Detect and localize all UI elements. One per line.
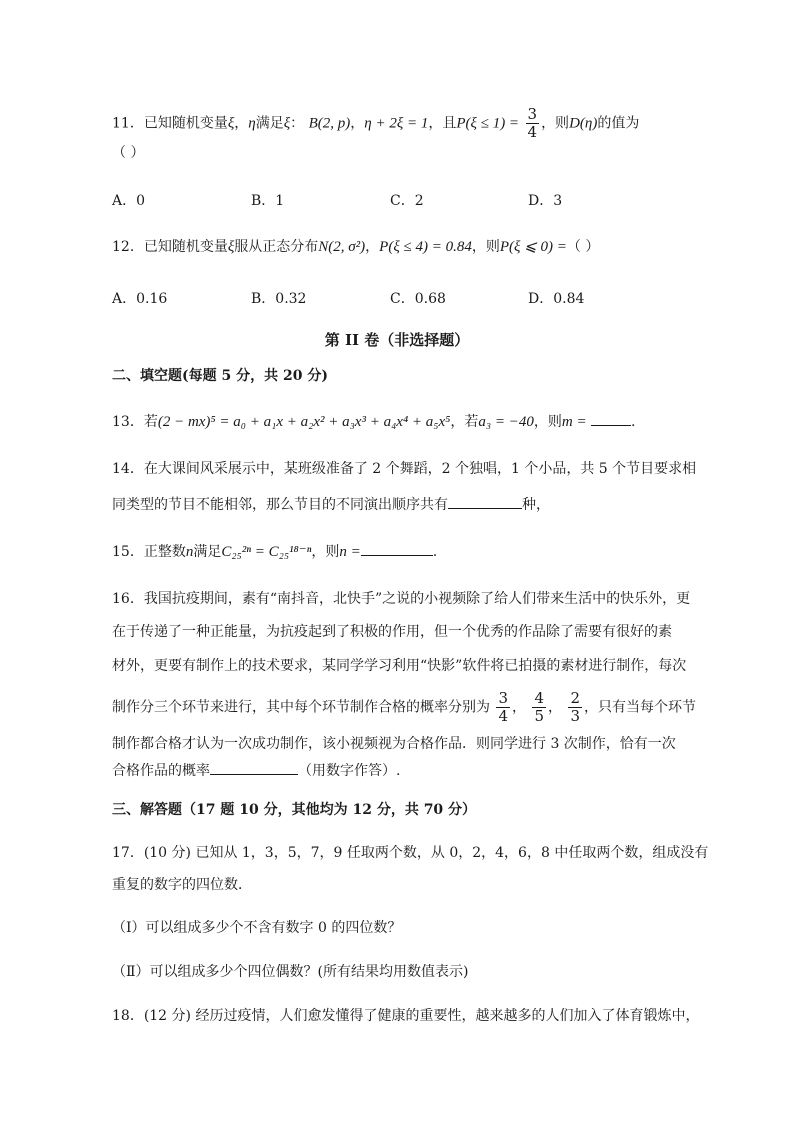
q12-option-d: D．0.84 xyxy=(528,291,585,307)
q11-answer-paren: （ ） xyxy=(112,145,145,161)
q11-option-a: A．0 xyxy=(112,193,146,209)
q14-line-1: 14．在大课间风采展示中，某班级准备了 2 个舞蹈，2 个独唱，1 个小品，共 5 个节目要求相 xyxy=(112,461,697,477)
q16-fraction-1 xyxy=(496,690,510,725)
q16-fraction-3-den: 3 xyxy=(570,707,580,725)
q16-line-6-text: 合格作品的概率 xyxy=(112,763,210,779)
q16-sep-2: ， xyxy=(548,699,562,716)
q13-condition: a₃ = −40 xyxy=(478,414,534,430)
q16-line-6-end: （用数字作答）. xyxy=(298,763,401,779)
q16-line-3: 材外，更要有制作上的技术要求，某同学学习利用“快影”软件将已拍摄的素材进行制作，每次 xyxy=(112,658,687,674)
q16-line-5: 制作都合格才认为一次成功制作，该小视频视为合格作品．则同学进行 3 次制作，恰有一次 xyxy=(112,736,676,752)
q11-eta: η xyxy=(248,115,256,132)
q12-option-b: B．0.32 xyxy=(251,291,307,307)
q16-fraction-3 xyxy=(568,690,582,725)
q16-line-2: 在于传递了一种正能量，为抗疫起到了积极的作用，但一个优秀的作品除了需要有很好的素 xyxy=(112,624,672,640)
q14-line-2 xyxy=(112,494,550,515)
q16-fraction-3-num: 2 xyxy=(570,689,580,707)
q15-text-c: ，则 xyxy=(311,544,340,560)
q11-text-c: ，且 xyxy=(428,115,457,132)
q16-fraction-2-den: 5 xyxy=(534,707,544,725)
q14-answer-blank[interactable] xyxy=(448,494,522,509)
q15-number: 15．正整数 xyxy=(112,544,186,560)
q12-distribution: N(2, σ²) xyxy=(318,239,366,255)
part-2-title: 第 II 卷（非选择题） xyxy=(324,331,470,349)
q13-expansion: (2 − mx)⁵ = a₀ + a₁x + a₂x² + a₃x³ + a₄x⁴ + a₅x⁵ xyxy=(157,414,451,430)
q12-text-c: ，则 xyxy=(471,239,500,255)
q11-text-b: 满足 xyxy=(255,115,284,132)
q16-fraction-2 xyxy=(532,690,546,725)
q17-line-2: 重复的数字的四位数． xyxy=(112,877,252,893)
q16-fraction-1-den: 4 xyxy=(498,707,508,725)
q11-variance: D(η) xyxy=(569,115,598,132)
q16-fraction-2-num: 4 xyxy=(534,689,544,707)
q13-text-b: ，若 xyxy=(450,414,479,430)
q13-ask: m = xyxy=(561,414,587,430)
question-13 xyxy=(112,411,635,432)
q12-p1: P(ξ ≤ 4) = 0.84 xyxy=(379,239,472,255)
q13-answer-blank[interactable] xyxy=(591,411,631,426)
q11-option-b: B．1 xyxy=(251,193,285,209)
q11-text-e: 的值为 xyxy=(597,115,640,132)
q11-condition: η + 2ξ = 1 xyxy=(364,115,429,132)
question-12-stem xyxy=(112,237,599,257)
q14-line-2-text: 同类型的节目不能相邻，那么节目的不同演出顺序共有 xyxy=(112,497,448,513)
question-15 xyxy=(112,541,437,562)
q11-option-c: C．2 xyxy=(390,193,424,209)
q13-text-c: ，则 xyxy=(533,414,562,430)
q11-xi-2: ξ xyxy=(283,115,291,132)
q11-colon: ： xyxy=(290,115,305,132)
q16-line-4-end: ，只有当每个环节 xyxy=(584,699,696,716)
q11-binomial: B(2, p) xyxy=(308,115,351,132)
q15-n: n xyxy=(185,544,194,560)
q12-number: 12． xyxy=(112,239,144,255)
q11-probability: P(ξ ≤ 1) = xyxy=(456,115,520,132)
q16-line-1: 16．我国抗疫期间，素有“南抖音，北快手”之说的小视频除了给人们带来生活中的快乐外，更 xyxy=(112,591,691,607)
q11-fraction xyxy=(526,106,540,141)
q11-fraction-num: 3 xyxy=(527,105,538,123)
q12-text-a: 已知随机变量 xyxy=(143,239,228,255)
q12-xi: ξ xyxy=(227,239,235,255)
section-3-title: 三、解答题（17 题 10 分，其他均为 12 分，共 70 分） xyxy=(112,802,477,818)
q11-fraction-den: 4 xyxy=(527,123,538,141)
q11-comma: ， xyxy=(234,115,249,132)
q16-answer-blank[interactable] xyxy=(210,760,298,775)
q15-equation: C₂₅²ⁿ = C₂₅¹⁸⁻ⁿ xyxy=(221,544,312,560)
section-2-title: 二、填空题(每题 5 分，共 20 分) xyxy=(112,368,328,384)
q16-line-4 xyxy=(112,690,696,725)
q12-paren: （ ） xyxy=(566,239,600,255)
q11-sep: ， xyxy=(350,115,365,132)
q13-end: . xyxy=(631,414,636,430)
q16-line-6 xyxy=(112,760,400,781)
q16-line-4-text: 制作分三个环节来进行，其中每个环节制作合格的概率分别为 xyxy=(112,699,490,716)
q17-subquestion-1: （Ⅰ）可以组成多少个不含有数字 0 的四位数？ xyxy=(112,920,402,936)
q11-text-d: ，则 xyxy=(541,115,570,132)
q17-subquestion-2: （Ⅱ）可以组成多少个四位偶数？(所有结果均用数值表示) xyxy=(112,964,469,980)
q12-text-b: 服从正态分布 xyxy=(234,239,319,255)
q12-comma: ， xyxy=(365,239,380,255)
q15-text-b: 满足 xyxy=(193,544,222,560)
q13-number: 13．若 xyxy=(112,414,158,430)
q12-p2: P(ξ ⩽ 0) = xyxy=(499,239,567,255)
q11-text-a: 已知随机变量 xyxy=(143,115,228,132)
q11-option-d: D．3 xyxy=(528,193,563,209)
q15-end: . xyxy=(432,544,438,560)
q18-line-1: 18．(12 分) 经历过疫情，人们愈发懂得了健康的重要性，越来越多的人们加入了体育锻炼中， xyxy=(112,1008,700,1024)
q12-option-a: A．0.16 xyxy=(112,291,168,307)
question-11-stem xyxy=(112,106,639,141)
q15-ask: n = xyxy=(339,544,361,560)
q14-line-2-end: 种， xyxy=(522,497,550,513)
q11-xi: ξ xyxy=(227,115,235,132)
q11-number: 11． xyxy=(112,115,144,132)
q16-sep-1: ， xyxy=(512,699,526,716)
q16-fraction-1-num: 3 xyxy=(498,689,508,707)
q12-option-c: C．0.68 xyxy=(390,291,446,307)
q15-answer-blank[interactable] xyxy=(361,541,433,556)
q17-line-1: 17．(10 分) 已知从 1，3，5，7，9 任取两个数，从 0，2，4，6，8 中任取两个数，组成没有 xyxy=(112,845,709,861)
